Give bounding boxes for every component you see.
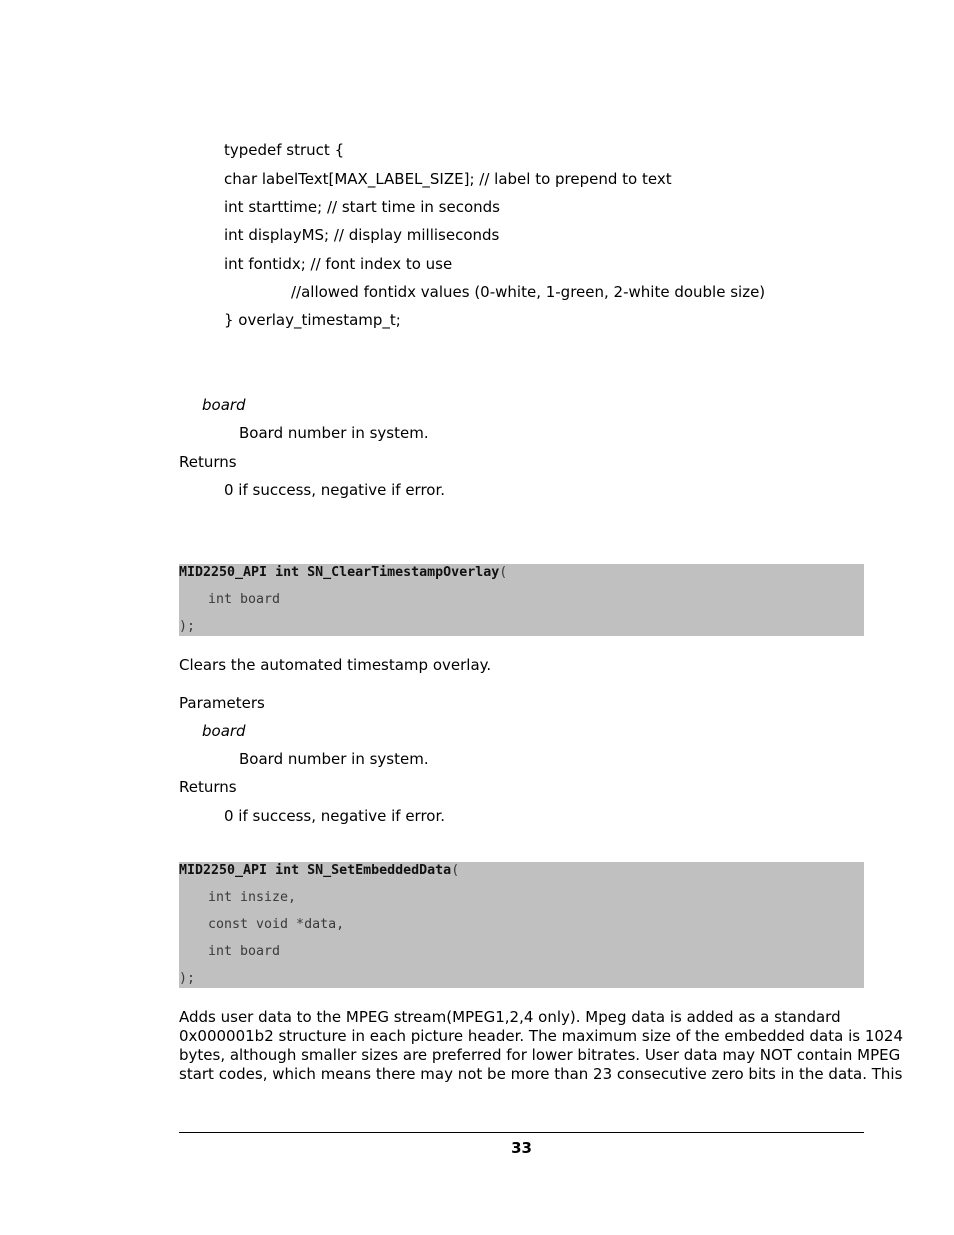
param-desc: Board number in system.: [239, 424, 429, 442]
function-signature: MID2250_API int SN_ClearTimestampOverlay(: [179, 565, 508, 580]
function-close: );: [179, 971, 196, 986]
function-description-paragraph: [179, 1008, 904, 1084]
paragraph-line: Adds user data to the MPEG stream(MPEG1,2,4 only). Mpeg data is added as a standard: [179, 1008, 841, 1026]
code-block-clear-timestamp: [179, 564, 864, 636]
struct-line-5: int fontidx; // font index to use: [224, 255, 453, 273]
returns-desc: 0 if success, negative if error.: [224, 481, 446, 499]
struct-line-4: int displayMS; // display milliseconds: [224, 226, 500, 244]
function-arg: int board: [208, 944, 281, 959]
struct-line-6: //allowed fontidx values (0-white, 1-green, 2-white double size): [291, 283, 766, 301]
parameters-label: Parameters: [179, 694, 265, 712]
function-signature: MID2250_API int SN_SetEmbeddedData(: [179, 863, 460, 878]
paragraph-line: 0x000001b2 structure in each picture header. The maximum size of the embedded data is 1024: [179, 1027, 904, 1045]
function-arg: const void *data,: [208, 917, 345, 932]
paragraph-line: start codes, which means there may not be more than 23 consecutive zero bits in the data. This: [179, 1065, 903, 1083]
returns-label: Returns: [179, 778, 237, 796]
function-arg: int board: [208, 592, 281, 607]
footer-rule: [179, 1132, 864, 1133]
param-desc: Board number in system.: [239, 750, 429, 768]
struct-line-3: int starttime; // start time in seconds: [224, 198, 500, 216]
param-name: board: [202, 722, 246, 740]
struct-line-2: char labelText[MAX_LABEL_SIZE]; // label to prepend to text: [224, 170, 672, 188]
page-number: 33: [511, 1139, 532, 1157]
function-close: );: [179, 619, 196, 634]
function-arg: int insize,: [208, 890, 297, 905]
returns-label: Returns: [179, 453, 237, 471]
returns-desc: 0 if success, negative if error.: [224, 807, 446, 825]
paragraph-line: bytes, although smaller sizes are preferred for lower bitrates. User data may NOT contain MPEG: [179, 1046, 901, 1064]
struct-line-7: } overlay_timestamp_t;: [224, 311, 401, 329]
code-block-set-embedded-data: [179, 862, 864, 988]
struct-line-1: typedef struct {: [224, 141, 345, 159]
function-description: Clears the automated timestamp overlay.: [179, 656, 492, 674]
param-name: board: [202, 396, 246, 414]
